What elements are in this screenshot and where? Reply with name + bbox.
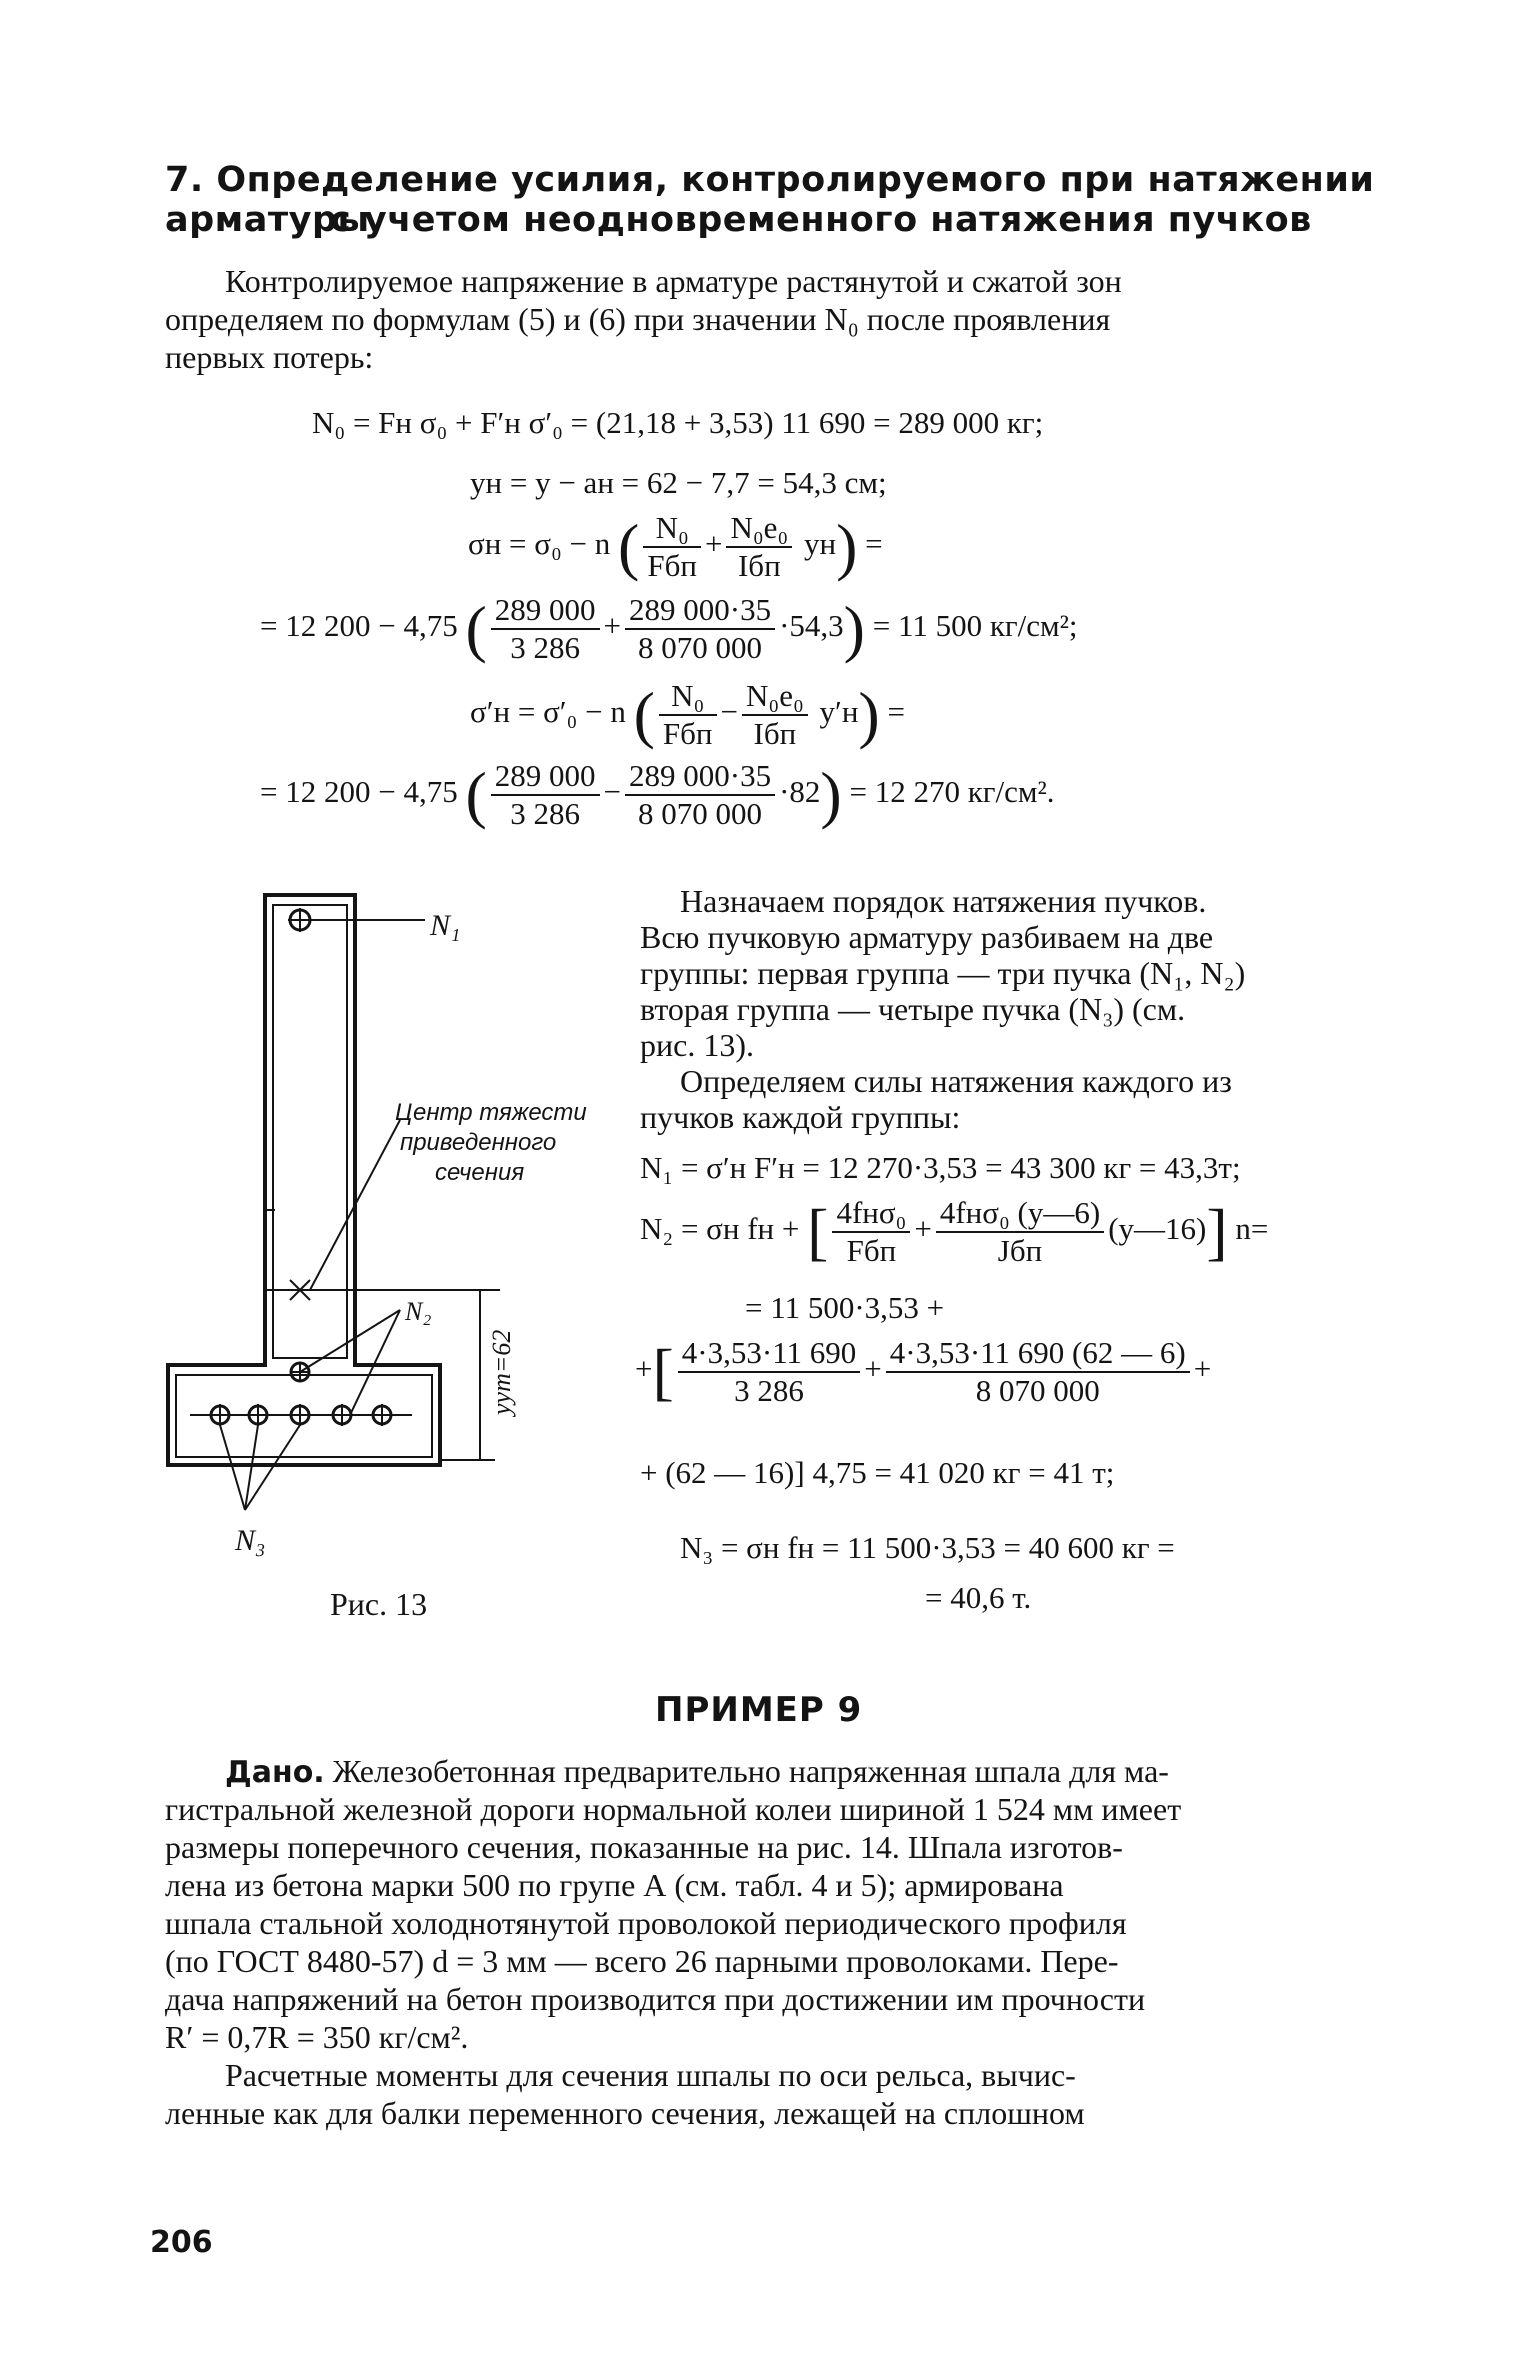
page-number: 206 [150, 2225, 213, 2260]
example-p2-l2: ленные как для балки переменного сечения, лежащей на сплошном [165, 2095, 1085, 2131]
dimension-label: yут=62 [487, 1329, 516, 1415]
example-title: ПРИМЕР 9 [655, 1690, 863, 1730]
right-p1-l1: Назначаем порядок натяжения пучков. [680, 883, 1207, 919]
equation-n2: N₂ = σн fн + [ $\frac{\text{4fнσ₀}}{\text{Fбп}}$ + $\frac{\text{4fнσ₀ (y—6)}}{\text{Jбп}}$ (y—16)] n= [640, 1195, 1269, 1268]
intro-line1: Контролируемое напряжение в арматуре растянутой и сжатой зон [225, 263, 1122, 299]
equation-n2-line3: +[ $\frac{4\cdot 3,53\cdot 11 690}{3 286}$ + $\frac{4\cdot 3,53\cdot 11 690 (62 — 6)}{8 070 000}$ + [635, 1335, 1212, 1408]
example-p1-l7: дача напряжений на бетон производится при достижении им прочности [165, 1981, 1146, 2017]
figure-13-section-diagram [150, 880, 620, 1600]
equation-sigma-n: σн = σ₀ − n ( $\frac{\text{N₀}}{\text{Fбп}}$ + $\frac{\text{N₀e₀}}{\text{Iбп}}$ yн) = [468, 510, 883, 583]
equation-n3-line2: = 40,6 т. [925, 1580, 1032, 1615]
center-label-3: сечения [435, 1159, 525, 1186]
right-p2-l1: Определяем силы натяжения каждого из [680, 1063, 1232, 1099]
paren-open: ( [618, 511, 640, 582]
equation-sigma-n-value: = 12 200 − 4,75 ( $\frac{289 000}{3 286}$ + $\frac{289 000\cdot 35}{8 070 000}$ ·54,3) = 11 500 кг/см²; [260, 592, 1078, 665]
intro-line3: первых потерь: [165, 339, 374, 375]
example-p1-l4: лена из бетона марки 500 по групе А (см. табл. 4 и 5); армирована [165, 1867, 1064, 1903]
equation-n3: N₃ = σн fн = 11 500·3,53 = 40 600 кг = [680, 1530, 1175, 1565]
example-p2-l1: Расчетные моменты для сечения шпалы по оси рельса, вычис- [225, 2057, 1076, 2093]
equation-n1: N₁ = σ′н F′н = 12 270·3,53 = 43 300 кг = 43,3т; [640, 1150, 1241, 1185]
section-title-line2: с учетом неодновременного натяжения пучков [330, 200, 1312, 240]
center-label-1: Центр тяжести [395, 1099, 587, 1126]
section-title-line1: 7. Определение усилия, контролируемого при натяжении арматуры [165, 160, 1375, 240]
equation-sigma-n-prime-value: = 12 200 − 4,75 ( $\frac{289 000}{3 286}$ − $\frac{289 000\cdot 35}{8 070 000}$ ·82) = 12 270 кг/см². [260, 758, 1055, 831]
equation-yn: yн = y − aн = 62 − 7,7 = 54,3 см; [470, 465, 887, 500]
intro-line2: определяем по формулам (5) и (6) при значении N₀ после проявления [165, 301, 1111, 337]
right-p2-l2: пучков каждой группы: [640, 1099, 961, 1135]
label-n3: N₃ [235, 1524, 266, 1557]
example-p1-l8: R′ = 0,7R = 350 кг/см². [165, 2019, 469, 2055]
label-n2: N₂ [405, 1297, 432, 1326]
eq3-lhs: σн = σ₀ − n [468, 526, 611, 562]
example-p1-l5: шпала стальной холоднотянутой проволокой периодического профиля [165, 1905, 1127, 1941]
equation-sigma-n-prime: σ′н = σ′₀ − n ( $\frac{\text{N₀}}{\text{Fбп}}$ − $\frac{\text{N₀e₀}}{\text{Iбп}}$ y′н) = [470, 678, 905, 751]
fraction: $\frac{\text{N₀}}{\text{Fбп}}$ [643, 510, 701, 584]
equation-n2-line4: + (62 — 16)] 4,75 = 41 020 кг = 41 т; [640, 1455, 1115, 1490]
given-label: Дано. [225, 1755, 325, 1790]
example-p1-l6: (по ГОСТ 8480-57) d = 3 мм — всего 26 парными проволоками. Пере- [165, 1943, 1119, 1979]
figure-caption: Рис. 13 [330, 1586, 428, 1622]
tendon-n3-markers [190, 1404, 412, 1426]
example-p1-l1: Дано. Железобетонная предварительно напряженная шпала для ма- [225, 1753, 1169, 1790]
right-p1-l2: Всю пучковую арматуру разбиваем на две [640, 919, 1214, 955]
example-p1-l3: размеры поперечного сечения, показанные на рис. 14. Шпала изготов- [165, 1829, 1123, 1865]
equation-n2-line2: = 11 500·3,53 + [745, 1290, 945, 1325]
label-n1: N₁ [430, 909, 461, 942]
right-p1-l5: рис. 13). [640, 1027, 754, 1063]
center-label-2: приведенного [400, 1129, 557, 1156]
right-p1-l3: группы: первая группа — три пучка (N₁, N₂) [640, 955, 1246, 991]
example-p1-l2: гистральной железной дороги нормальной колеи шириной 1 524 мм имеет [165, 1791, 1182, 1827]
right-p1-l4: вторая группа — четыре пучка (N₃) (см. [640, 991, 1186, 1027]
fraction: $\frac{\text{N₀e₀}}{\text{Iбп}}$ [726, 510, 792, 584]
equation-n0: N₀ = Fн σ₀ + F′н σ′₀ = (21,18 + 3,53) 11 690 = 289 000 кг; [312, 405, 1044, 440]
